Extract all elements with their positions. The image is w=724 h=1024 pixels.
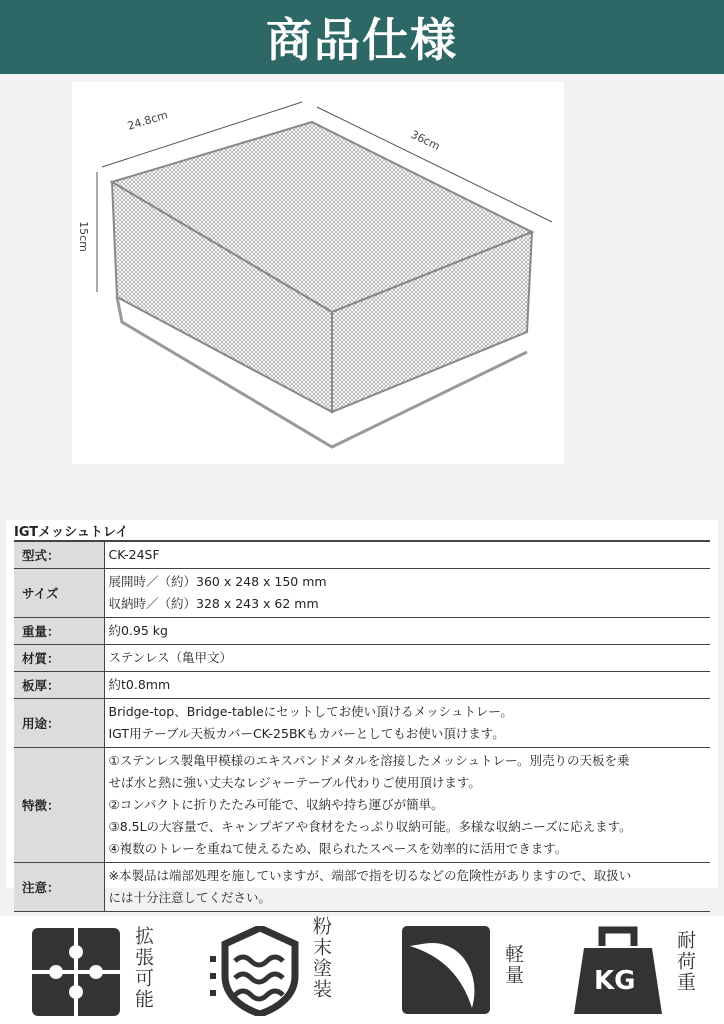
- kg-badge: KG: [594, 966, 636, 996]
- spec-label: 重量：: [14, 618, 104, 645]
- spec-value: [104, 863, 710, 912]
- feature-label: 軽量: [502, 944, 524, 986]
- spec-value-line: 展開時／（約）360 x 248 x 150 mm: [108, 574, 327, 589]
- spec-value-line: ③8.5Lの大容量で、キャンプギアや食材をたっぷり収納可能。多様な収納ニーズに応えます。: [108, 819, 632, 834]
- spec-row: [14, 699, 710, 748]
- spec-value: [104, 748, 710, 863]
- spec-value-line: ステンレス（亀甲文）: [108, 650, 232, 665]
- spec-label: 特徴：: [14, 748, 104, 863]
- feature-label: 耐荷重: [674, 930, 696, 993]
- spec-value-line: IGT用テーブル天板カバーCK-25BKもカバーとしてもお使い頂けます。: [108, 726, 505, 741]
- spec-row: [14, 618, 710, 645]
- feather-icon: [402, 926, 490, 1014]
- spec-value: [104, 699, 710, 748]
- spec-value-line: 約t0.8mm: [108, 677, 171, 692]
- spec-row: [14, 672, 710, 699]
- feature-label: 粉末塗装: [310, 916, 332, 1000]
- feature-icons: [0, 916, 724, 1024]
- width-dimension: 24.8cm: [126, 108, 170, 133]
- spec-value-line: 収納時／（約）328 x 243 x 62 mm: [108, 596, 319, 611]
- spec-label: 材質：: [14, 645, 104, 672]
- spec-title: IGTメッシュトレイ: [14, 524, 710, 542]
- spec-value-line: 約0.95 kg: [108, 623, 168, 638]
- spec-row: [14, 645, 710, 672]
- spec-row: [14, 542, 710, 569]
- spec-value-line: ※本製品は端部処理を施していますが、端部で指を切るなどの危険性がありますので、取扱い: [108, 868, 632, 883]
- spec-table: [6, 520, 718, 905]
- length-dimension: 36cm: [408, 127, 443, 154]
- product-photo: [72, 82, 564, 464]
- page-header: [0, 0, 724, 74]
- spec-value-line: には十分注意してください。: [108, 890, 272, 905]
- page-title: 商品仕様: [266, 13, 458, 67]
- spec-value-line: Bridge-top、Bridge-tableにセットしてお使い頂けるメッシュトレー。: [108, 704, 513, 719]
- spec-value: [104, 672, 710, 699]
- spec-value: [104, 645, 710, 672]
- spec-label: 板厚：: [14, 672, 104, 699]
- spec-label: 注意：: [14, 863, 104, 912]
- spec-value: [104, 542, 710, 569]
- spec-value: [104, 569, 710, 618]
- feature-label: 拡張可能: [132, 926, 154, 1010]
- spec-row: [14, 748, 710, 863]
- spec-value-line: ①ステンレス製亀甲模様のエキスパンドメタルを溶接したメッシュトレー。別売りの天板を乗: [108, 753, 630, 768]
- spec-label: サイズ: [14, 569, 104, 618]
- height-dimension: 15cm: [76, 221, 90, 252]
- spec-value-line: ④複数のトレーを重ねて使えるため、限られたスペースを効率的に活用できます。: [108, 841, 568, 856]
- spec-label: 型式：: [14, 542, 104, 569]
- spec-value-line: ②コンパクトに折りたたみ可能で、収納や持ち運びが簡単。: [108, 797, 444, 812]
- spec-value: [104, 618, 710, 645]
- spec-value-line: せば水と熱に強い丈夫なレジャーテーブル代わりご使用頂けます。: [108, 775, 481, 790]
- puzzle-icon: [32, 928, 120, 1016]
- shield-icon: [210, 926, 300, 1016]
- mesh-basket-image: [72, 82, 564, 464]
- spec-row: [14, 863, 710, 912]
- spec-label: 用途：: [14, 699, 104, 748]
- spec-value-line: CK-24SF: [108, 547, 160, 562]
- spec-row: [14, 569, 710, 618]
